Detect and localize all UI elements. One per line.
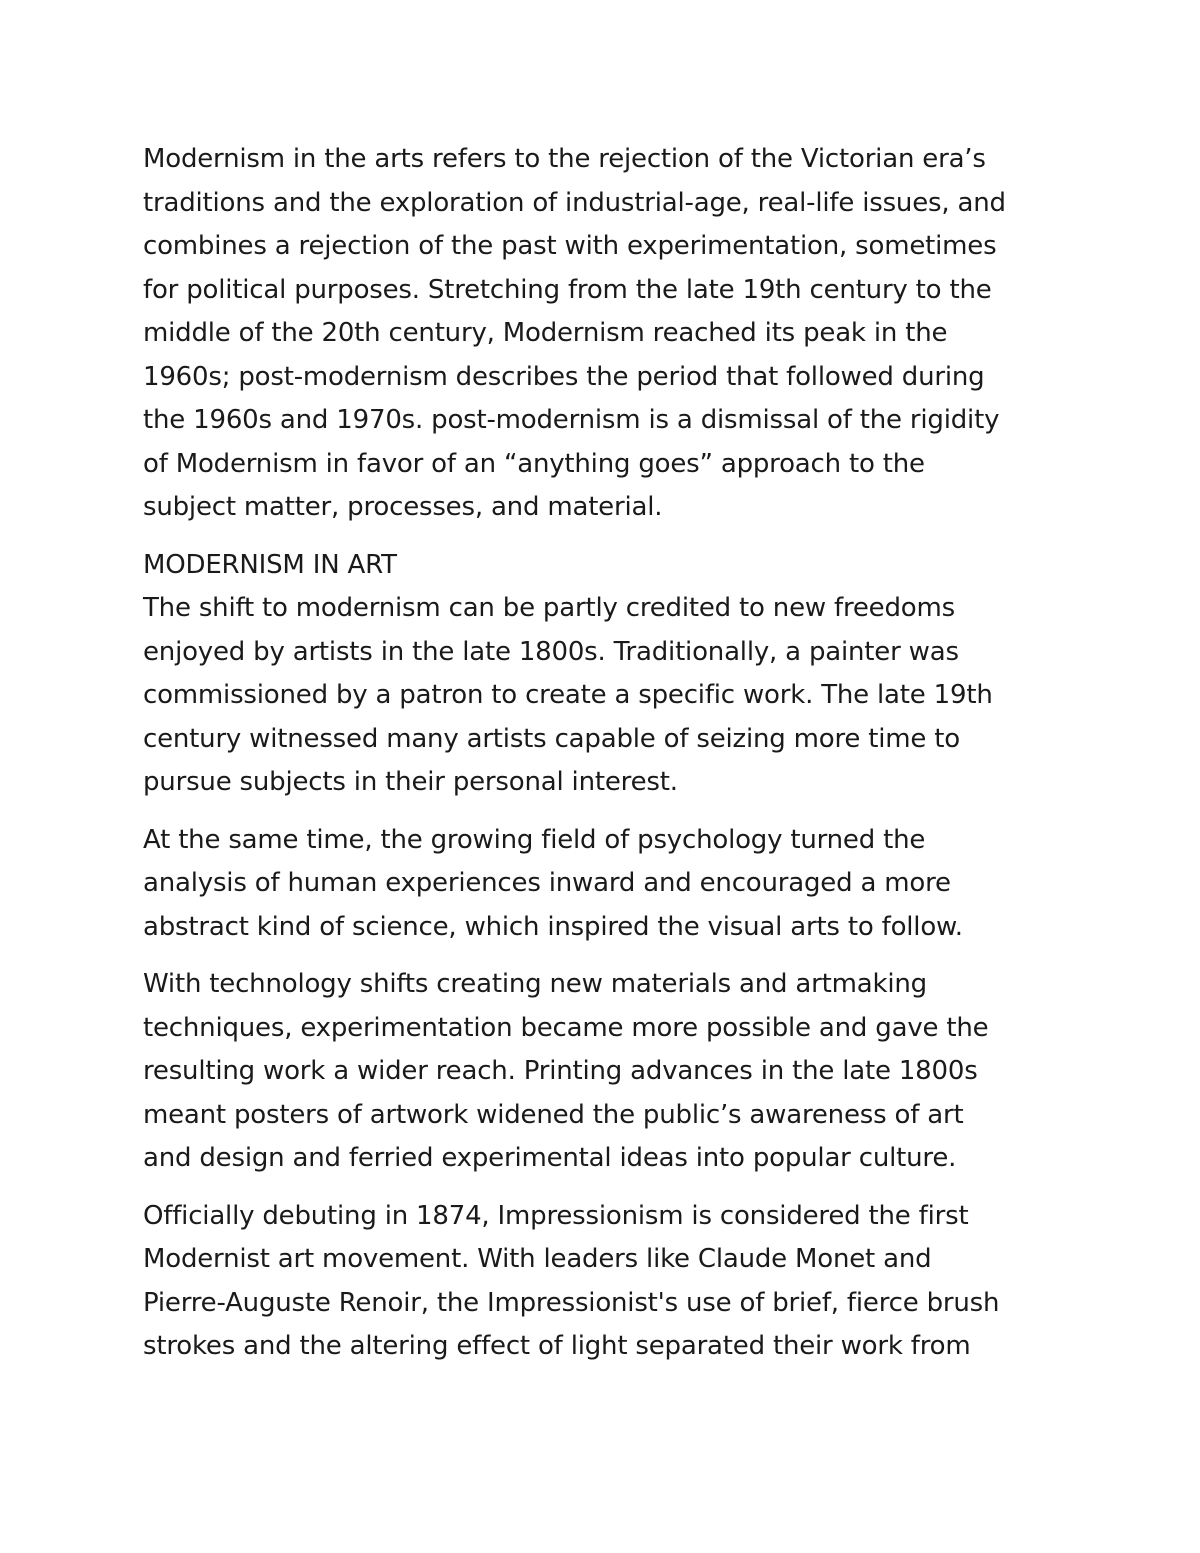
- paragraph-line: subject matter, processes, and material.: [143, 492, 663, 522]
- document-body: [143, 138, 1083, 1383]
- paragraph-line: resulting work a wider reach. Printing advances in the late 1800s: [143, 1056, 978, 1086]
- section-heading: MODERNISM IN ART: [143, 549, 397, 580]
- paragraph-line: middle of the 20th century, Modernism reached its peak in the: [143, 318, 948, 348]
- paragraph-technology: [143, 963, 1083, 1181]
- paragraph-line: analysis of human experiences inward and encouraged a more: [143, 868, 951, 898]
- paragraph-psychology: [143, 819, 1083, 950]
- paragraph-line: century witnessed many artists capable of seizing more time to: [143, 723, 960, 754]
- paragraph-intro: [143, 138, 1083, 530]
- paragraph-line: At the same time, the growing field of psychology turned the: [143, 824, 926, 855]
- paragraph-line: traditions and the exploration of industrial-age, real-life issues, and: [143, 187, 1006, 218]
- paragraph-shift: [143, 587, 1083, 805]
- paragraph-line: abstract kind of science, which inspired the visual arts to follow.: [143, 911, 963, 942]
- paragraph-line: pursue subjects in their personal interest.: [143, 767, 678, 797]
- paragraph-line: strokes and the altering effect of light separated their work from: [143, 1331, 971, 1361]
- paragraph-line: of Modernism in favor of an “anything goes” approach to the: [143, 448, 925, 479]
- paragraph-line: Modernist art movement. With leaders like Claude Monet and: [143, 1244, 932, 1274]
- paragraph-line: techniques, experimentation became more possible and gave the: [143, 1012, 989, 1043]
- paragraph-line: enjoyed by artists in the late 1800s. Traditionally, a painter was: [143, 636, 959, 667]
- paragraph-line: Pierre-Auguste Renoir, the Impressionist's use of brief, fierce brush: [143, 1287, 1000, 1318]
- paragraph-line: Officially debuting in 1874, Impressionism is considered the first: [143, 1200, 969, 1231]
- paragraph-line: The shift to modernism can be partly credited to new freedoms: [143, 593, 955, 623]
- paragraph-line: combines a rejection of the past with experimentation, sometimes: [143, 231, 997, 261]
- paragraph-line: 1960s; post-modernism describes the period that followed during: [143, 361, 985, 392]
- paragraph-line: for political purposes. Stretching from the late 19th century to the: [143, 274, 992, 305]
- paragraph-line: With technology shifts creating new materials and artmaking: [143, 969, 927, 999]
- paragraph-line: the 1960s and 1970s. post-modernism is a dismissal of the rigidity: [143, 405, 1000, 435]
- paragraph-line: commissioned by a patron to create a specific work. The late 19th: [143, 680, 993, 710]
- paragraph-line: and design and ferried experimental ideas into popular culture.: [143, 1143, 957, 1173]
- paragraph-line: Modernism in the arts refers to the rejection of the Victorian era’s: [143, 144, 986, 174]
- paragraph-impressionism: [143, 1195, 1083, 1369]
- paragraph-line: meant posters of artwork widened the public’s awareness of art: [143, 1099, 964, 1130]
